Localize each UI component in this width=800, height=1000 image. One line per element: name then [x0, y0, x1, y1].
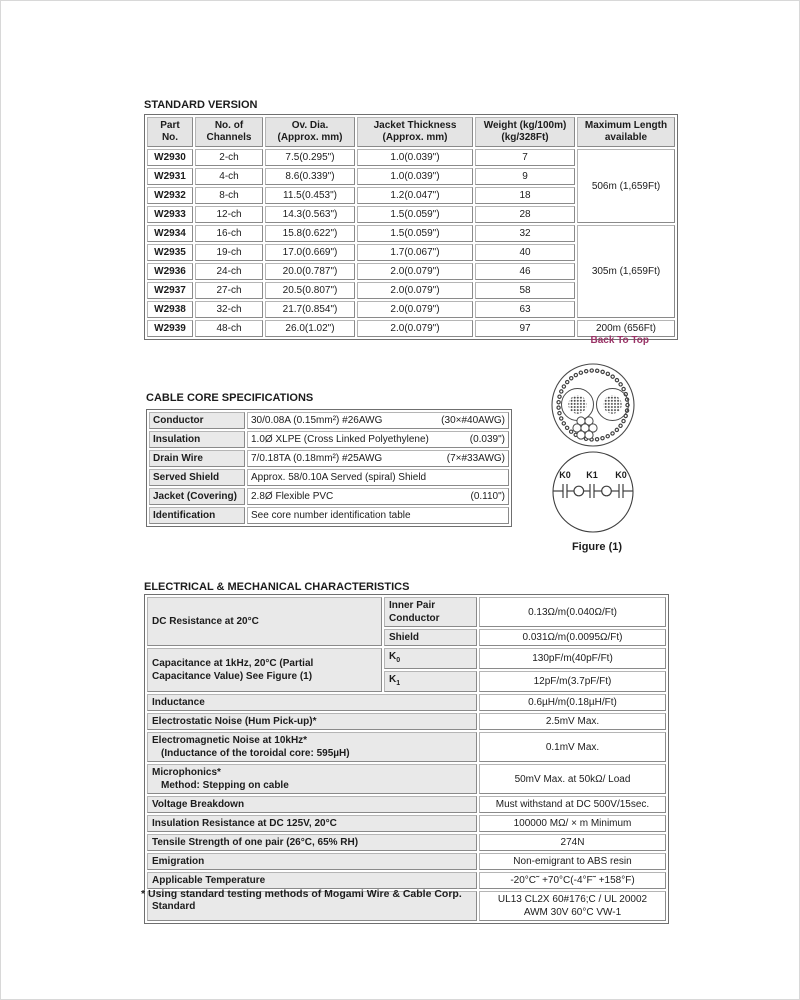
cell-property-value: Non-emigrant to ABS resin — [479, 853, 666, 870]
standard-version-heading: STANDARD VERSION — [144, 99, 258, 111]
cell-spec-value: Approx. 58/0.10A Served (spiral) Shield — [247, 469, 509, 486]
cell-ov-dia: 15.8(0.622") — [265, 225, 355, 242]
table-row — [147, 872, 666, 889]
table-row — [147, 648, 666, 669]
table-row — [149, 450, 509, 467]
figure-1-caption: Figure (1) — [571, 541, 623, 553]
table-row — [147, 149, 675, 166]
testing-methods-footnote: * Using standard testing methods of Mogami Wire & Cable Corp. — [141, 888, 462, 900]
back-to-top-link[interactable]: Back To Top — [590, 335, 649, 346]
col-header-jacket-thickness: Jacket Thickness (Approx. mm) — [357, 117, 473, 147]
cell-k0-label: $K_0$ — [384, 648, 477, 669]
back-to-top-container — [144, 335, 649, 346]
table-row — [149, 431, 509, 448]
table-header-row — [147, 117, 675, 147]
cell-channels: 2-ch — [195, 149, 263, 166]
cell-part-no: W2932 — [147, 187, 193, 204]
cell-spec-label: Identification — [149, 507, 245, 524]
cell-spec-label: Drain Wire — [149, 450, 245, 467]
cable-cross-section-figure — [552, 364, 634, 446]
cell-part-no: W2939 — [147, 320, 193, 337]
cell-ov-dia: 14.3(0.563") — [265, 206, 355, 223]
cell-channels: 16-ch — [195, 225, 263, 242]
cell-channels: 24-ch — [195, 263, 263, 280]
cell-k1-label: $K_1$ — [384, 671, 477, 692]
cell-property-label: Voltage Breakdown — [147, 796, 477, 813]
cell-max-length-group1: 506m (1,659Ft) — [577, 149, 675, 223]
cell-channels: 12-ch — [195, 206, 263, 223]
cell-spec-value: 2.8Ø Flexible PVC (0.110") — [247, 488, 509, 505]
cell-jacket: 1.0(0.039") — [357, 168, 473, 185]
cell-property-label: Electrostatic Noise (Hum Pick-up)* — [147, 713, 477, 730]
cell-spec-label: Jacket (Covering) — [149, 488, 245, 505]
col-header-max-length: Maximum Length available — [577, 117, 675, 147]
cell-shield-label: Shield — [384, 629, 477, 646]
cell-channels: 48-ch — [195, 320, 263, 337]
col-header-channels: No. of Channels — [195, 117, 263, 147]
cell-weight: 18 — [475, 187, 575, 204]
conductor-left — [568, 395, 586, 413]
cell-jacket: 2.0(0.079") — [357, 282, 473, 299]
cell-property-value: UL13 CL2X 60#176;C / UL 20002 AWM 30V 60°C VW-1 — [479, 891, 666, 921]
cell-jacket: 1.0(0.039") — [357, 149, 473, 166]
cell-channels: 27-ch — [195, 282, 263, 299]
cell-property-value: 2.5mV Max. — [479, 713, 666, 730]
cell-weight: 32 — [475, 225, 575, 242]
table-row — [149, 488, 509, 505]
table-row — [147, 834, 666, 851]
cell-jacket: 1.7(0.067") — [357, 244, 473, 261]
cell-k1-value: 12pF/m(3.7pF/Ft) — [479, 671, 666, 692]
electrical-table — [144, 594, 669, 924]
cell-part-no: W2930 — [147, 149, 193, 166]
k0-right-label: K0 — [615, 470, 627, 480]
electrical-heading: ELECTRICAL & MECHANICAL CHARACTERISTICS — [144, 581, 410, 593]
cell-part-no: W2933 — [147, 206, 193, 223]
cell-inner-pair-label: Inner Pair Conductor — [384, 597, 477, 627]
table-row — [147, 597, 666, 627]
k0-left-label: K0 — [559, 470, 571, 480]
cell-spec-label: Conductor — [149, 412, 245, 429]
cell-ov-dia: 8.6(0.339") — [265, 168, 355, 185]
table-row — [149, 412, 509, 429]
table-row — [147, 732, 666, 762]
cell-weight: 40 — [475, 244, 575, 261]
cell-jacket: 1.5(0.059") — [357, 225, 473, 242]
cell-property-value: 274N — [479, 834, 666, 851]
table-row — [149, 469, 509, 486]
cell-ov-dia: 11.5(0.453") — [265, 187, 355, 204]
standard-version-table — [144, 114, 678, 340]
cell-weight: 46 — [475, 263, 575, 280]
cell-jacket: 1.2(0.047") — [357, 187, 473, 204]
cell-channels: 19-ch — [195, 244, 263, 261]
table-row — [147, 764, 666, 794]
col-header-ov-dia: Ov. Dia. (Approx. mm) — [265, 117, 355, 147]
cell-ov-dia: 26.0(1.02") — [265, 320, 355, 337]
cell-channels: 4-ch — [195, 168, 263, 185]
cell-property-label: Inductance — [147, 694, 477, 711]
table-row — [149, 507, 509, 524]
cell-weight: 97 — [475, 320, 575, 337]
cell-spec-value: 1.0Ø XLPE (Cross Linked Polyethylene) (0.039") — [247, 431, 509, 448]
table-row — [147, 225, 675, 242]
k1-label: K1 — [586, 470, 598, 480]
cell-capacitance-label: Capacitance at 1kHz, 20°C (Partial Capacitance Value) See Figure (1) — [147, 648, 382, 692]
cell-weight: 7 — [475, 149, 575, 166]
cell-max-length-group2: 305m (1,659Ft) — [577, 225, 675, 318]
cell-weight: 63 — [475, 301, 575, 318]
cell-k0-value: 130pF/m(40pF/Ft) — [479, 648, 666, 669]
table-row — [147, 694, 666, 711]
cell-property-value: 0.6µH/m(0.18µH/Ft) — [479, 694, 666, 711]
table-row — [147, 796, 666, 813]
cell-part-no: W2938 — [147, 301, 193, 318]
cell-property-label: Electromagnetic Noise at 10kHz* (Inductance of the toroidal core: 595µH) — [147, 732, 477, 762]
cable-core-table — [146, 409, 512, 527]
cell-weight: 58 — [475, 282, 575, 299]
cell-property-label: Microphonics* Method: Stepping on cable — [147, 764, 477, 794]
cell-ov-dia: 21.7(0.854") — [265, 301, 355, 318]
cell-property-value: Must withstand at DC 500V/15sec. — [479, 796, 666, 813]
cell-property-value: 50mV Max. at 50kΩ/ Load — [479, 764, 666, 794]
cell-ov-dia: 17.0(0.669") — [265, 244, 355, 261]
table-row — [147, 853, 666, 870]
cell-property-value: 100000 MΩ/ × m Minimum — [479, 815, 666, 832]
cell-spec-label: Insulation — [149, 431, 245, 448]
cell-part-no: W2937 — [147, 282, 193, 299]
cell-inner-pair-value: 0.13Ω/m(0.040Ω/Ft) — [479, 597, 666, 627]
cell-jacket: 1.5(0.059") — [357, 206, 473, 223]
col-header-weight: Weight (kg/100m) (kg/328Ft) — [475, 117, 575, 147]
cell-property-label: Applicable Temperature — [147, 872, 477, 889]
cell-dc-resistance-label: DC Resistance at 20°C — [147, 597, 382, 646]
cell-shield-value: 0.031Ω/m(0.0095Ω/Ft) — [479, 629, 666, 646]
cell-property-value: 0.1mV Max. — [479, 732, 666, 762]
cell-spec-value: See core number identification table — [247, 507, 509, 524]
cell-channels: 32-ch — [195, 301, 263, 318]
col-header-part-no: Part No. — [147, 117, 193, 147]
cell-spec-label: Served Shield — [149, 469, 245, 486]
cell-weight: 28 — [475, 206, 575, 223]
cell-part-no: W2935 — [147, 244, 193, 261]
cell-ov-dia: 20.5(0.807") — [265, 282, 355, 299]
cell-jacket: 2.0(0.079") — [357, 320, 473, 337]
cell-part-no: W2936 — [147, 263, 193, 280]
cell-spec-value: 7/0.18TA (0.18mm²) #25AWG (7×#33AWG) — [247, 450, 509, 467]
cell-property-label: Standard — [147, 891, 477, 921]
table-row — [147, 713, 666, 730]
table-row — [147, 815, 666, 832]
cell-property-label: Emigration — [147, 853, 477, 870]
cell-property-label: Insulation Resistance at DC 125V, 20°C — [147, 815, 477, 832]
cell-property-label: Tensile Strength of one pair (26°C, 65% RH) — [147, 834, 477, 851]
cell-part-no: W2931 — [147, 168, 193, 185]
cable-core-heading: CABLE CORE SPECIFICATIONS — [146, 392, 314, 404]
cell-weight: 9 — [475, 168, 575, 185]
cell-jacket: 2.0(0.079") — [357, 263, 473, 280]
cell-ov-dia: 7.5(0.295") — [265, 149, 355, 166]
capacitance-circuit-figure — [553, 452, 633, 532]
conductor-right — [603, 395, 621, 413]
cell-jacket: 2.0(0.079") — [357, 301, 473, 318]
cell-ov-dia: 20.0(0.787") — [265, 263, 355, 280]
cell-max-length-group3: 200m (656Ft) — [577, 320, 675, 337]
cell-spec-value: 30/0.08A (0.15mm²) #26AWG (30×#40AWG) — [247, 412, 509, 429]
drain-wire-cluster — [573, 417, 597, 439]
figure-1-graphic — [536, 359, 661, 541]
cell-property-value: -20°C˜ +70°C(-4°F˜ +158°F) — [479, 872, 666, 889]
cell-channels: 8-ch — [195, 187, 263, 204]
cell-part-no: W2934 — [147, 225, 193, 242]
